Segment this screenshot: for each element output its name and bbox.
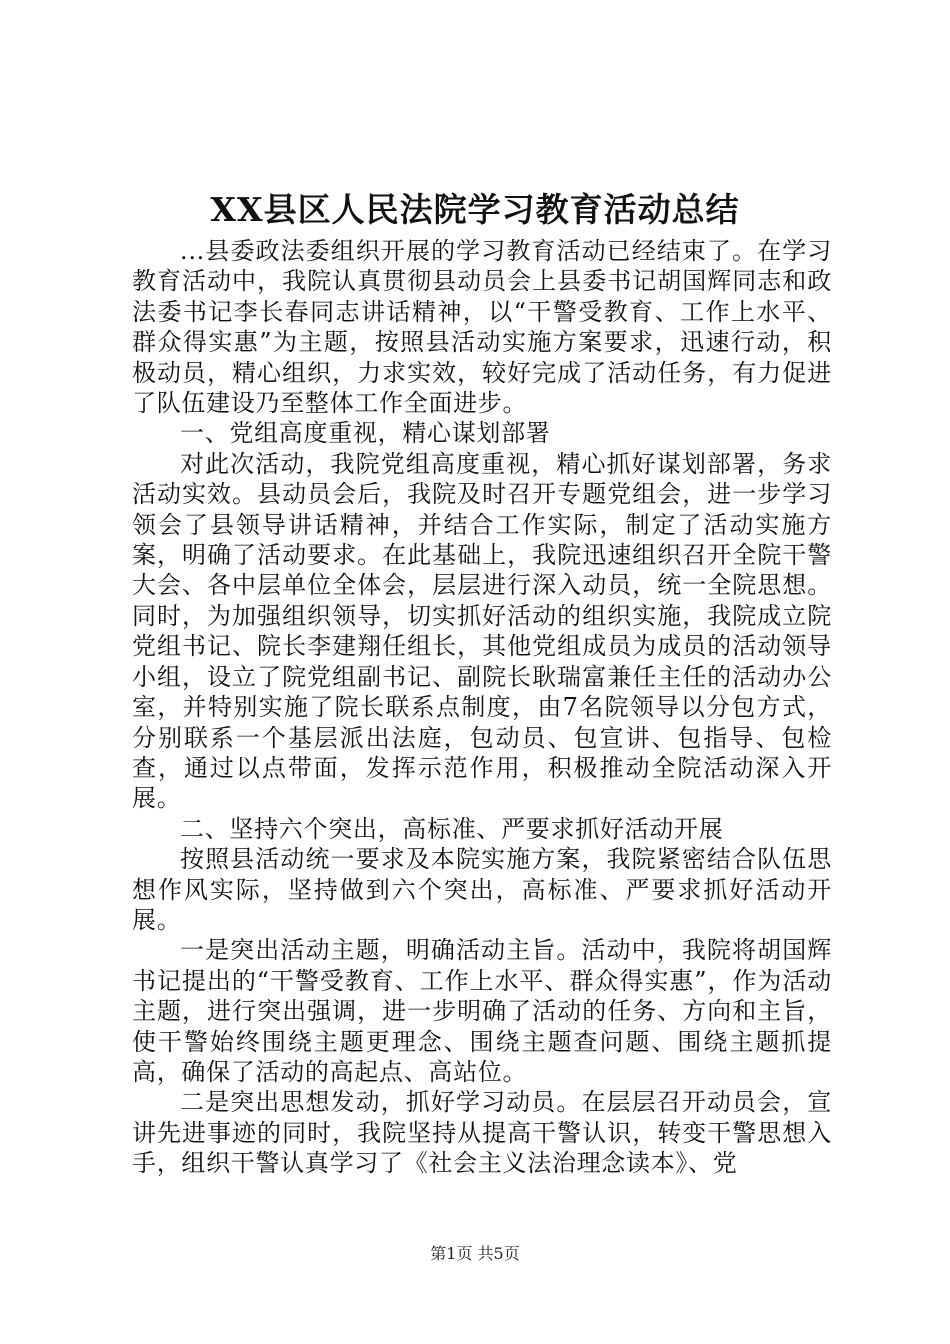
section-heading-2: 二、坚持六个突出，高标准、严要求抓好活动开展 xyxy=(180,814,724,843)
document-title: XX县区人民法院学习教育活动总结 xyxy=(210,190,740,229)
section-2-paragraph: 按照县活动统一要求及本院实施方案，我院紧密结合队伍思想作风实际，坚持做到六个突出，高标准、严要求抓好活动开展。 xyxy=(132,845,832,934)
point-1-paragraph: 一是突出活动主题，明确活动主旨。活动中，我院将胡国辉书记提出的“干警受教育、工作上水平、群众得实惠”，作为活动主题，进行突出强调，进一步明确了活动的任务、方向和主旨，使干警始终围绕主题更理念、围绕主题查问题、围绕主题抓提高，确保了活动的高起点、高站位。 xyxy=(132,936,832,1086)
section-1-paragraph: 对此次活动，我院党组高度重视，精心抓好谋划部署，务求活动实效。县动员会后，我院及时召开专题党组会，进一步学习领会了县领导讲话精神，并结合工作实际，制定了活动实施方案，明确了活动要求。在此基础上，我院迅速组织召开全院干警大会、各中层单位全体会，层层进行深入动员，统一全院思想。同时，为加强组织领导，切实抓好活动的组织实施，我院成立院党组书记、院长李建翔任组长，其他党组成员为成员的活动领导小组，设立了院党组副书记、副院长耿瑞富兼任主任的活动办公室，并特别实施了院长联系点制度，由7名院领导以分包方式，分别联系一个基层派出法庭，包动员、包宣讲、包指导、包检查，通过以点带面，发挥示范作用，积极推动全院活动深入开展。 xyxy=(132,449,832,813)
page-number-footer: 第1页 共5页 xyxy=(430,1244,520,1263)
document-body xyxy=(132,236,832,1179)
intro-paragraph: ...县委政法委组织开展的学习教育活动已经结束了。在学习教育活动中，我院认真贯彻县动员会上县委书记胡国辉同志和政法委书记李长春同志讲话精神，以“干警受教育、工作上水平、群众得实惠”为主题，按照县活动实施方案要求，迅速行动，积极动员，精心组织，力求实效，较好完成了活动任务，有力促进了队伍建设乃至整体工作全面进步。 xyxy=(132,237,832,418)
point-2-paragraph: 二是突出思想发动，抓好学习动员。在层层召开动员会，宣讲先进事迹的同时，我院坚持从提高干警认识，转变干警思想入手，组织干警认真学习了《社会主义法治理念读本》、党 xyxy=(132,1088,832,1178)
section-heading-1: 一、党组高度重视，精心谋划部署 xyxy=(180,419,551,448)
